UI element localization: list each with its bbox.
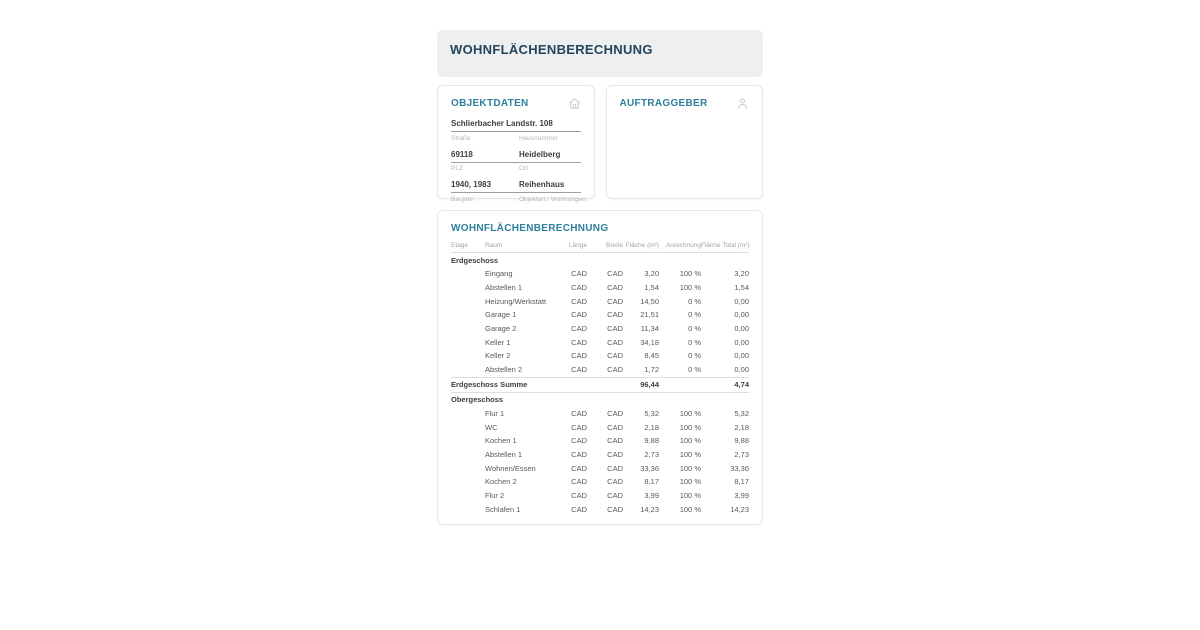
table-header-row <box>451 242 749 253</box>
field-label: Ort <box>518 165 529 172</box>
anrechnung-cell: 0 % <box>688 296 701 306</box>
group-name: Erdgeschoss <box>451 255 499 265</box>
field-value[interactable]: 69118 <box>451 149 473 159</box>
field-label: PLZ <box>451 165 463 172</box>
breite-cell: CAD <box>607 351 623 361</box>
etage-cell <box>451 448 485 462</box>
etage-cell <box>451 335 485 349</box>
flaeche-cell: 8,17 <box>644 477 659 487</box>
objektdaten-panel <box>437 85 595 203</box>
laenge-cell: CAD <box>571 283 587 293</box>
breite-cell: CAD <box>607 490 623 500</box>
raum-cell: Abstellen 1 <box>485 449 523 459</box>
raum-cell: Garage 2 <box>485 324 517 334</box>
flaeche-total-cell: 1,54 <box>734 283 749 293</box>
etage-cell <box>451 267 485 281</box>
etage-cell <box>451 322 485 336</box>
flaeche-cell: 1,72 <box>644 365 659 375</box>
etage-cell <box>451 308 485 322</box>
laenge-cell: CAD <box>571 351 587 361</box>
flaeche-total-cell: 14,23 <box>730 504 749 514</box>
laenge-cell: CAD <box>571 269 587 279</box>
table-row <box>451 363 749 377</box>
laenge-cell: CAD <box>571 490 587 500</box>
anrechnung-cell: 100 % <box>679 283 701 293</box>
etage-cell <box>451 349 485 363</box>
objektdaten-fields <box>451 119 586 203</box>
flaeche-total-cell: 0,00 <box>734 365 749 375</box>
flaeche-total-cell: 33,36 <box>730 463 749 473</box>
anrechnung-cell: 0 % <box>688 310 701 320</box>
group-name: Obergeschoss <box>451 395 504 404</box>
field-label-row <box>451 195 586 203</box>
field-label: Objektart / Wohnungen <box>518 195 586 203</box>
field-label: Straße <box>451 134 471 142</box>
info-cards-row <box>437 85 763 203</box>
table-row <box>451 461 749 475</box>
raum-cell: Flur 1 <box>485 408 505 418</box>
etage-cell <box>451 407 485 421</box>
group-header-row <box>451 253 749 268</box>
column-header: Anrechnung <box>659 242 701 253</box>
raum-cell: Kochen 1 <box>485 436 517 446</box>
table-row <box>451 349 749 363</box>
home-icon <box>568 97 581 110</box>
anrechnung-cell: 100 % <box>679 408 701 418</box>
anrechnung-cell: 0 % <box>688 351 701 361</box>
field-value-row <box>451 180 581 193</box>
field-label-row <box>451 165 581 172</box>
summary-total: 4,74 <box>701 377 749 392</box>
column-header: Fläche (m²) <box>623 242 659 253</box>
field-value-row <box>451 119 581 132</box>
flaeche-total-cell: 9,88 <box>734 436 749 446</box>
laenge-cell: CAD <box>571 477 587 487</box>
breite-cell: CAD <box>607 422 623 432</box>
raum-cell: Wohnen/Essen <box>485 463 536 473</box>
flaeche-total-cell: 3,99 <box>734 490 749 500</box>
flaeche-cell: 34,18 <box>640 337 659 347</box>
flaeche-cell: 21,51 <box>640 310 659 320</box>
flaeche-cell: 3,99 <box>644 490 659 500</box>
table-row <box>451 448 749 462</box>
breite-cell: CAD <box>607 365 623 375</box>
field-label-row <box>451 135 581 142</box>
breite-cell: CAD <box>607 463 623 473</box>
page <box>437 30 763 525</box>
etage-cell <box>451 363 485 377</box>
table-row <box>451 281 749 295</box>
laenge-cell: CAD <box>571 436 587 446</box>
etage-cell <box>451 294 485 308</box>
field-value[interactable]: 1940, 1983 <box>451 180 492 189</box>
flaeche-cell: 8,45 <box>644 351 659 361</box>
summary-anrechnung <box>659 377 701 392</box>
laenge-cell: CAD <box>571 504 587 514</box>
raum-cell: Abstellen 2 <box>485 365 523 375</box>
page-title: WOHNFLÄCHENBERECHNUNG <box>450 42 653 57</box>
laenge-cell: CAD <box>571 365 587 375</box>
field-group <box>451 119 581 142</box>
auftraggeber-panel <box>606 85 764 199</box>
etage-cell <box>451 502 485 516</box>
field-value[interactable]: Schlierbacher Landstr. 108 <box>451 119 553 128</box>
flaeche-cell: 14,50 <box>640 296 659 306</box>
field-group <box>451 150 581 173</box>
breite-cell: CAD <box>607 436 623 446</box>
etage-cell <box>451 475 485 489</box>
flaeche-total-cell: 0,00 <box>734 296 749 306</box>
table-row <box>451 420 749 434</box>
flaeche-total-cell: 0,00 <box>734 351 749 361</box>
flaeche-total-cell: 0,00 <box>734 310 749 320</box>
breite-cell: CAD <box>607 477 623 487</box>
raum-cell: Heizung/Werkstatt <box>485 296 547 306</box>
field-label: Hausnummer <box>518 134 558 142</box>
summary-breite <box>587 377 623 392</box>
column-header: Breite <box>587 242 623 253</box>
field-value[interactable]: Heidelberg <box>518 149 561 159</box>
table-row <box>451 407 749 421</box>
table-row <box>451 502 749 516</box>
summary-label: Erdgeschoss Summe <box>451 377 551 392</box>
table-row <box>451 322 749 336</box>
column-header: Raum <box>485 242 551 253</box>
breite-cell: CAD <box>607 296 623 306</box>
flaeche-total-cell: 0,00 <box>734 324 749 334</box>
raum-cell: Kochen 2 <box>485 477 517 487</box>
flaeche-cell: 3,20 <box>644 269 659 279</box>
etage-cell <box>451 281 485 295</box>
anrechnung-cell: 0 % <box>688 337 701 347</box>
column-header: Fläche Total (m²) <box>701 242 749 253</box>
anrechnung-cell: 100 % <box>679 463 701 473</box>
flaeche-cell: 2,18 <box>644 422 659 432</box>
laenge-cell: CAD <box>571 449 587 459</box>
flaeche-cell: 11,34 <box>640 324 659 334</box>
table-row <box>451 434 749 448</box>
group-header-row <box>451 392 749 407</box>
raum-cell: Garage 1 <box>485 310 517 320</box>
auftraggeber-title: AUFTRAGGEBER <box>619 98 708 109</box>
flaeche-cell: 9,88 <box>644 436 659 446</box>
table-row <box>451 308 749 322</box>
table-row <box>451 489 749 503</box>
wohnflaeche-table <box>451 242 749 516</box>
flaeche-total-cell: 5,32 <box>734 408 749 418</box>
raum-cell: Flur 2 <box>485 490 505 500</box>
laenge-cell: CAD <box>571 463 587 473</box>
table-row <box>451 267 749 281</box>
anrechnung-cell: 100 % <box>679 436 701 446</box>
objektdaten-title: OBJEKTDATEN <box>451 98 529 109</box>
anrechnung-cell: 100 % <box>679 477 701 487</box>
flaeche-cell: 33,36 <box>640 463 659 473</box>
field-label: Baujahr <box>451 195 474 203</box>
breite-cell: CAD <box>607 283 623 293</box>
group-summary-row <box>451 377 749 392</box>
laenge-cell: CAD <box>571 422 587 432</box>
etage-cell <box>451 434 485 448</box>
summary-flaeche: 96,44 <box>623 377 659 392</box>
laenge-cell: CAD <box>571 324 587 334</box>
flaeche-total-cell: 8,17 <box>734 477 749 487</box>
raum-cell: Abstellen 1 <box>485 283 523 293</box>
etage-cell <box>451 461 485 475</box>
raum-cell: Keller 2 <box>485 351 511 361</box>
page-header <box>437 30 763 77</box>
anrechnung-cell: 0 % <box>688 324 701 334</box>
field-value-row <box>451 150 581 163</box>
table-title: WOHNFLÄCHENBERECHNUNG <box>451 223 609 234</box>
anrechnung-cell: 100 % <box>679 449 701 459</box>
breite-cell: CAD <box>607 504 623 514</box>
anrechnung-cell: 100 % <box>679 504 701 514</box>
laenge-cell: CAD <box>571 408 587 418</box>
flaeche-total-cell: 3,20 <box>734 269 749 279</box>
raum-cell: Eingang <box>485 269 513 279</box>
breite-cell: CAD <box>607 269 623 279</box>
anrechnung-cell: 100 % <box>679 422 701 432</box>
person-icon <box>736 97 749 110</box>
field-group <box>451 180 586 203</box>
etage-cell <box>451 420 485 434</box>
flaeche-total-cell: 0,00 <box>734 337 749 347</box>
raum-cell: Keller 1 <box>485 337 511 347</box>
flaeche-cell: 2,73 <box>644 449 659 459</box>
etage-cell <box>451 489 485 503</box>
laenge-cell: CAD <box>571 310 587 320</box>
flaeche-cell: 14,23 <box>640 504 659 514</box>
table-row <box>451 294 749 308</box>
breite-cell: CAD <box>607 310 623 320</box>
wohnflaeche-table-panel <box>437 210 763 525</box>
flaeche-total-cell: 2,18 <box>734 422 749 432</box>
raum-cell: Schlafen 1 <box>485 504 521 514</box>
anrechnung-cell: 100 % <box>679 490 701 500</box>
breite-cell: CAD <box>607 449 623 459</box>
table-row <box>451 475 749 489</box>
raum-cell: WC <box>485 422 498 432</box>
anrechnung-cell: 0 % <box>688 365 701 375</box>
auftraggeber-header <box>620 97 750 110</box>
column-header: Etage <box>451 242 485 253</box>
breite-cell: CAD <box>607 324 623 334</box>
objektdaten-header <box>451 97 581 110</box>
field-value[interactable]: Reihenhaus <box>518 180 565 189</box>
laenge-cell: CAD <box>571 296 587 306</box>
table-head <box>451 242 749 253</box>
table-body <box>451 253 749 517</box>
anrechnung-cell: 100 % <box>679 269 701 279</box>
laenge-cell: CAD <box>571 337 587 347</box>
flaeche-cell: 5,32 <box>644 408 659 418</box>
flaeche-cell: 1,54 <box>644 283 659 293</box>
breite-cell: CAD <box>607 408 623 418</box>
flaeche-total-cell: 2,73 <box>734 449 749 459</box>
table-row <box>451 335 749 349</box>
column-header: Länge <box>551 242 587 253</box>
summary-laenge <box>551 377 587 392</box>
breite-cell: CAD <box>607 337 623 347</box>
